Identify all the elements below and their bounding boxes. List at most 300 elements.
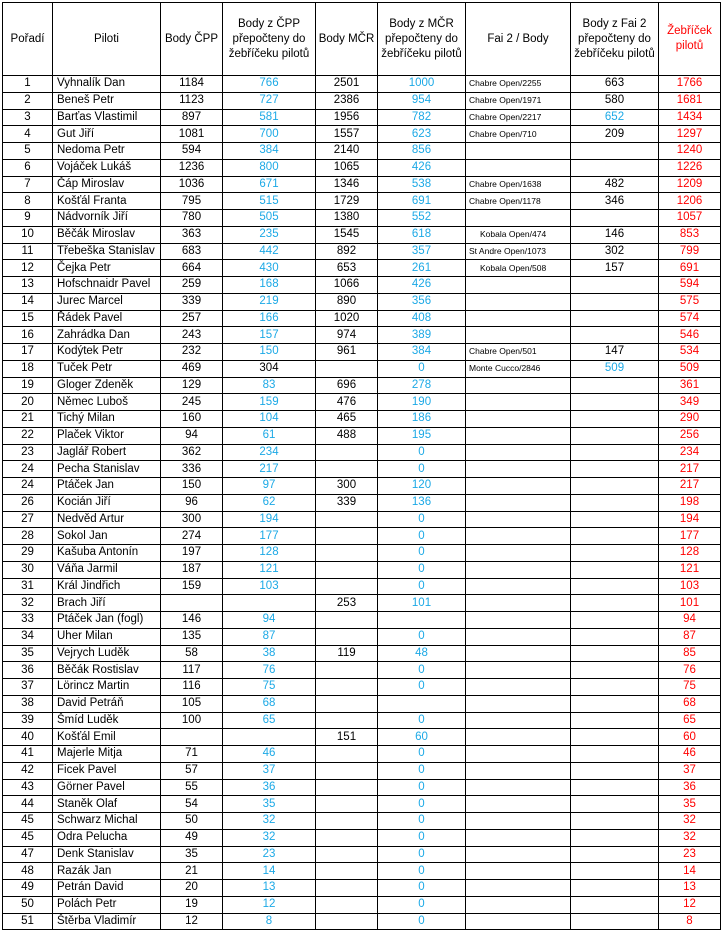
fai2-cell — [466, 679, 571, 696]
table-row — [3, 729, 721, 746]
zebricek-cell: 14 — [659, 863, 721, 880]
table-row — [3, 561, 721, 578]
pilot-name-cell: Razák Jan — [53, 863, 161, 880]
rank-cell: 28 — [3, 528, 53, 545]
body-cpp-cell: 362 — [161, 444, 223, 461]
fai2-cell — [466, 411, 571, 428]
fai2-cell — [466, 293, 571, 310]
body-cpp-cell: 187 — [161, 561, 223, 578]
body-z-fai2-cell — [571, 394, 659, 411]
table-row — [3, 846, 721, 863]
fai2-cell — [466, 377, 571, 394]
body-mcr-cell — [316, 746, 378, 763]
fai2-cell: Chabre Open/2217 — [466, 109, 571, 126]
body-z-cpp-cell: 38 — [223, 645, 316, 662]
body-z-cpp-cell: 505 — [223, 210, 316, 227]
body-z-fai2-cell — [571, 561, 659, 578]
fai2-cell — [466, 662, 571, 679]
body-mcr-cell — [316, 628, 378, 645]
table-row — [3, 293, 721, 310]
fai2-cell — [466, 444, 571, 461]
body-z-fai2-cell — [571, 277, 659, 294]
body-mcr-cell: 696 — [316, 377, 378, 394]
body-mcr-cell: 2386 — [316, 92, 378, 109]
body-cpp-cell: 274 — [161, 528, 223, 545]
body-z-fai2-cell — [571, 863, 659, 880]
body-z-mcr-cell: 623 — [378, 126, 466, 143]
pilot-name-cell: Görner Pavel — [53, 779, 161, 796]
fai2-cell — [466, 511, 571, 528]
body-z-mcr-cell: 186 — [378, 411, 466, 428]
table-row — [3, 595, 721, 612]
rank-cell: 47 — [3, 846, 53, 863]
pilot-name-cell: Váňa Jarmil — [53, 561, 161, 578]
body-z-fai2-cell — [571, 712, 659, 729]
body-z-fai2-cell: 652 — [571, 109, 659, 126]
body-mcr-cell: 890 — [316, 293, 378, 310]
body-cpp-cell — [161, 595, 223, 612]
zebricek-cell: 75 — [659, 679, 721, 696]
body-mcr-cell — [316, 813, 378, 830]
rank-cell: 23 — [3, 444, 53, 461]
zebricek-cell: 575 — [659, 293, 721, 310]
body-mcr-cell: 974 — [316, 327, 378, 344]
rank-cell: 48 — [3, 863, 53, 880]
body-z-cpp-cell: 103 — [223, 578, 316, 595]
body-z-fai2-cell — [571, 545, 659, 562]
table-row — [3, 327, 721, 344]
rank-cell: 16 — [3, 327, 53, 344]
body-z-cpp-cell: 68 — [223, 695, 316, 712]
body-z-mcr-cell: 0 — [378, 360, 466, 377]
body-z-fai2-cell — [571, 293, 659, 310]
body-z-cpp-cell: 35 — [223, 796, 316, 813]
body-cpp-cell: 336 — [161, 461, 223, 478]
rank-cell: 45 — [3, 829, 53, 846]
pilot-name-cell: Beneš Petr — [53, 92, 161, 109]
body-z-mcr-cell: 120 — [378, 478, 466, 495]
rank-cell: 40 — [3, 729, 53, 746]
fai2-cell: Monte Cucco/2846 — [466, 360, 571, 377]
body-mcr-cell — [316, 762, 378, 779]
body-z-cpp-cell: 194 — [223, 511, 316, 528]
body-z-fai2-cell — [571, 779, 659, 796]
table-row — [3, 193, 721, 210]
body-z-cpp-cell: 442 — [223, 243, 316, 260]
rank-cell: 38 — [3, 695, 53, 712]
body-z-cpp-cell: 46 — [223, 746, 316, 763]
body-mcr-cell — [316, 612, 378, 629]
rank-cell: 1 — [3, 76, 53, 93]
zebricek-cell: 1434 — [659, 109, 721, 126]
fai2-cell — [466, 578, 571, 595]
fai2-cell — [466, 528, 571, 545]
pilot-name-cell: Denk Stanislav — [53, 846, 161, 863]
pilot-name-cell: Řádek Pavel — [53, 310, 161, 327]
rank-cell: 11 — [3, 243, 53, 260]
zebricek-cell: 1240 — [659, 143, 721, 160]
body-z-mcr-cell: 0 — [378, 896, 466, 913]
body-z-cpp-cell: 177 — [223, 528, 316, 545]
body-z-fai2-cell — [571, 511, 659, 528]
zebricek-cell: 76 — [659, 662, 721, 679]
body-mcr-cell — [316, 779, 378, 796]
pilot-name-cell: Hofschnaidr Pavel — [53, 277, 161, 294]
zebricek-cell: 290 — [659, 411, 721, 428]
body-z-mcr-cell: 101 — [378, 595, 466, 612]
body-cpp-cell: 795 — [161, 193, 223, 210]
table-row — [3, 243, 721, 260]
rank-cell: 6 — [3, 159, 53, 176]
table-row — [3, 143, 721, 160]
body-z-cpp-cell: 121 — [223, 561, 316, 578]
pilot-name-cell: Šmíd Luděk — [53, 712, 161, 729]
pilot-name-cell: Ptáček Jan (fogl) — [53, 612, 161, 629]
zebricek-cell: 234 — [659, 444, 721, 461]
zebricek-cell: 574 — [659, 310, 721, 327]
fai2-cell — [466, 779, 571, 796]
body-z-fai2-cell — [571, 528, 659, 545]
body-z-mcr-cell: 0 — [378, 545, 466, 562]
fai2-cell — [466, 478, 571, 495]
body-z-cpp-cell: 159 — [223, 394, 316, 411]
rank-cell: 13 — [3, 277, 53, 294]
rank-cell: 41 — [3, 746, 53, 763]
zebricek-cell: 256 — [659, 427, 721, 444]
fai2-cell — [466, 327, 571, 344]
body-cpp-cell: 339 — [161, 293, 223, 310]
zebricek-cell: 46 — [659, 746, 721, 763]
zebricek-cell: 799 — [659, 243, 721, 260]
header-poradi: Pořadí — [3, 3, 53, 76]
body-cpp-cell: 245 — [161, 394, 223, 411]
ranking-table — [2, 2, 721, 930]
body-z-mcr-cell: 261 — [378, 260, 466, 277]
pilot-name-cell: Plaček Viktor — [53, 427, 161, 444]
fai2-cell: Kobala Open/474 — [466, 226, 571, 243]
body-z-mcr-cell: 0 — [378, 863, 466, 880]
body-z-mcr-cell: 356 — [378, 293, 466, 310]
pilot-name-cell: Petrán David — [53, 880, 161, 897]
body-z-fai2-cell — [571, 645, 659, 662]
body-z-fai2-cell: 663 — [571, 76, 659, 93]
pilot-name-cell: Lörincz Martin — [53, 679, 161, 696]
body-cpp-cell: 780 — [161, 210, 223, 227]
body-z-cpp-cell: 234 — [223, 444, 316, 461]
pilot-name-cell: Brach Jiří — [53, 595, 161, 612]
body-z-cpp-cell: 32 — [223, 813, 316, 830]
body-z-cpp-cell: 65 — [223, 712, 316, 729]
body-z-cpp-cell: 13 — [223, 880, 316, 897]
body-z-fai2-cell: 157 — [571, 260, 659, 277]
fai2-cell — [466, 628, 571, 645]
rank-cell: 10 — [3, 226, 53, 243]
body-cpp-cell: 197 — [161, 545, 223, 562]
fai2-cell — [466, 645, 571, 662]
table-row — [3, 260, 721, 277]
body-z-fai2-cell: 346 — [571, 193, 659, 210]
zebricek-cell: 68 — [659, 695, 721, 712]
pilot-name-cell: Čejka Petr — [53, 260, 161, 277]
body-z-fai2-cell — [571, 310, 659, 327]
body-z-fai2-cell: 209 — [571, 126, 659, 143]
body-z-cpp-cell: 14 — [223, 863, 316, 880]
body-z-cpp-cell: 23 — [223, 846, 316, 863]
body-z-mcr-cell: 691 — [378, 193, 466, 210]
zebricek-cell: 36 — [659, 779, 721, 796]
body-z-mcr-cell: 0 — [378, 528, 466, 545]
rank-cell: 12 — [3, 260, 53, 277]
body-z-cpp-cell: 168 — [223, 277, 316, 294]
pilot-name-cell: Třebeška Stanislav — [53, 243, 161, 260]
body-mcr-cell: 1065 — [316, 159, 378, 176]
body-z-fai2-cell — [571, 729, 659, 746]
fai2-cell — [466, 896, 571, 913]
body-cpp-cell: 363 — [161, 226, 223, 243]
body-mcr-cell — [316, 662, 378, 679]
body-z-fai2-cell — [571, 444, 659, 461]
zebricek-cell: 349 — [659, 394, 721, 411]
zebricek-cell: 23 — [659, 846, 721, 863]
body-mcr-cell: 653 — [316, 260, 378, 277]
body-cpp-cell — [161, 729, 223, 746]
body-z-cpp-cell: 766 — [223, 76, 316, 93]
pilot-name-cell: Odra Pelucha — [53, 829, 161, 846]
body-z-mcr-cell: 0 — [378, 578, 466, 595]
fai2-cell — [466, 712, 571, 729]
body-mcr-cell — [316, 561, 378, 578]
body-z-mcr-cell: 0 — [378, 913, 466, 930]
body-z-cpp-cell: 36 — [223, 779, 316, 796]
zebricek-cell: 32 — [659, 829, 721, 846]
body-mcr-cell: 1729 — [316, 193, 378, 210]
header-piloti: Piloti — [53, 3, 161, 76]
zebricek-cell: 8 — [659, 913, 721, 930]
rank-cell: 43 — [3, 779, 53, 796]
body-mcr-cell: 1956 — [316, 109, 378, 126]
fai2-cell — [466, 210, 571, 227]
pilot-name-cell: Vejrych Luděk — [53, 645, 161, 662]
rank-cell: 27 — [3, 511, 53, 528]
body-z-cpp-cell: 128 — [223, 545, 316, 562]
fai2-cell: Chabre Open/1638 — [466, 176, 571, 193]
body-z-mcr-cell: 384 — [378, 344, 466, 361]
pilot-name-cell: Tuček Petr — [53, 360, 161, 377]
body-z-mcr-cell: 0 — [378, 779, 466, 796]
body-cpp-cell: 594 — [161, 143, 223, 160]
body-z-fai2-cell: 147 — [571, 344, 659, 361]
table-row — [3, 109, 721, 126]
pilot-name-cell: Jaglář Robert — [53, 444, 161, 461]
body-mcr-cell: 2501 — [316, 76, 378, 93]
body-mcr-cell: 476 — [316, 394, 378, 411]
zebricek-cell: 194 — [659, 511, 721, 528]
body-cpp-cell: 12 — [161, 913, 223, 930]
body-z-fai2-cell — [571, 143, 659, 160]
body-z-fai2-cell: 509 — [571, 360, 659, 377]
header-body-cpp: Body ČPP — [161, 3, 223, 76]
body-z-fai2-cell — [571, 880, 659, 897]
zebricek-cell: 691 — [659, 260, 721, 277]
body-mcr-cell — [316, 796, 378, 813]
table-row — [3, 628, 721, 645]
body-z-mcr-cell: 0 — [378, 829, 466, 846]
fai2-cell — [466, 863, 571, 880]
body-mcr-cell — [316, 913, 378, 930]
body-z-mcr-cell: 0 — [378, 444, 466, 461]
body-z-fai2-cell — [571, 578, 659, 595]
fai2-cell — [466, 846, 571, 863]
pilot-name-cell: Kocián Jiří — [53, 494, 161, 511]
body-z-cpp-cell: 83 — [223, 377, 316, 394]
body-z-cpp-cell: 166 — [223, 310, 316, 327]
pilot-name-cell: Ficek Pavel — [53, 762, 161, 779]
body-mcr-cell — [316, 360, 378, 377]
body-mcr-cell: 300 — [316, 478, 378, 495]
body-z-mcr-cell: 538 — [378, 176, 466, 193]
body-z-cpp-cell: 97 — [223, 478, 316, 495]
zebricek-cell: 1209 — [659, 176, 721, 193]
body-cpp-cell: 1081 — [161, 126, 223, 143]
body-z-mcr-cell: 0 — [378, 511, 466, 528]
body-z-mcr-cell: 782 — [378, 109, 466, 126]
body-mcr-cell — [316, 461, 378, 478]
zebricek-cell: 1766 — [659, 76, 721, 93]
fai2-cell: St Andre Open/1073 — [466, 243, 571, 260]
body-cpp-cell: 96 — [161, 494, 223, 511]
pilot-name-cell: Běčák Miroslav — [53, 226, 161, 243]
body-cpp-cell: 50 — [161, 813, 223, 830]
pilot-name-cell: Staněk Olaf — [53, 796, 161, 813]
body-cpp-cell: 71 — [161, 746, 223, 763]
fai2-cell: Kobala Open/508 — [466, 260, 571, 277]
body-z-cpp-cell: 430 — [223, 260, 316, 277]
body-cpp-cell: 55 — [161, 779, 223, 796]
body-z-cpp-cell: 800 — [223, 159, 316, 176]
body-cpp-cell: 146 — [161, 612, 223, 629]
table-row — [3, 863, 721, 880]
fai2-cell — [466, 394, 571, 411]
body-cpp-cell: 19 — [161, 896, 223, 913]
pilot-name-cell: Tichý Milan — [53, 411, 161, 428]
zebricek-cell: 87 — [659, 628, 721, 645]
body-cpp-cell: 35 — [161, 846, 223, 863]
rank-cell: 4 — [3, 126, 53, 143]
pilot-name-cell: Ptáček Jan — [53, 478, 161, 495]
body-mcr-cell — [316, 695, 378, 712]
fai2-cell: Chabre Open/2255 — [466, 76, 571, 93]
zebricek-cell: 534 — [659, 344, 721, 361]
zebricek-cell: 37 — [659, 762, 721, 779]
body-z-mcr-cell: 1000 — [378, 76, 466, 93]
header-fai2: Fai 2 / Body — [466, 3, 571, 76]
body-mcr-cell: 465 — [316, 411, 378, 428]
pilot-name-cell: Kašuba Antonín — [53, 545, 161, 562]
body-cpp-cell: 1036 — [161, 176, 223, 193]
body-cpp-cell: 49 — [161, 829, 223, 846]
body-z-mcr-cell: 389 — [378, 327, 466, 344]
rank-cell: 33 — [3, 612, 53, 629]
body-z-mcr-cell: 426 — [378, 277, 466, 294]
table-row — [3, 896, 721, 913]
zebricek-cell: 853 — [659, 226, 721, 243]
fai2-cell — [466, 762, 571, 779]
zebricek-cell: 121 — [659, 561, 721, 578]
body-cpp-cell: 897 — [161, 109, 223, 126]
body-z-fai2-cell — [571, 762, 659, 779]
pilot-name-cell: Barťas Vlastimil — [53, 109, 161, 126]
body-cpp-cell: 58 — [161, 645, 223, 662]
table-row — [3, 494, 721, 511]
body-z-cpp-cell: 32 — [223, 829, 316, 846]
table-row — [3, 511, 721, 528]
rank-cell: 26 — [3, 494, 53, 511]
rank-cell: 21 — [3, 411, 53, 428]
rank-cell: 35 — [3, 645, 53, 662]
rank-cell: 29 — [3, 545, 53, 562]
body-z-fai2-cell: 146 — [571, 226, 659, 243]
rank-cell: 51 — [3, 913, 53, 930]
body-z-cpp-cell: 157 — [223, 327, 316, 344]
body-z-cpp-cell: 8 — [223, 913, 316, 930]
body-mcr-cell — [316, 829, 378, 846]
zebricek-cell: 1206 — [659, 193, 721, 210]
body-cpp-cell: 683 — [161, 243, 223, 260]
zebricek-cell: 85 — [659, 645, 721, 662]
pilot-name-cell: Uher Milan — [53, 628, 161, 645]
table-row — [3, 695, 721, 712]
rank-cell: 36 — [3, 662, 53, 679]
table-row — [3, 411, 721, 428]
body-mcr-cell — [316, 578, 378, 595]
body-z-fai2-cell — [571, 896, 659, 913]
rank-cell: 24 — [3, 461, 53, 478]
fai2-cell — [466, 427, 571, 444]
body-z-fai2-cell — [571, 159, 659, 176]
zebricek-cell: 1057 — [659, 210, 721, 227]
fai2-cell — [466, 461, 571, 478]
table-row — [3, 159, 721, 176]
table-row — [3, 645, 721, 662]
rank-cell: 32 — [3, 595, 53, 612]
header-zebricek: Žebříček pilotů — [659, 3, 721, 76]
body-z-fai2-cell — [571, 695, 659, 712]
rank-cell: 14 — [3, 293, 53, 310]
rank-cell: 37 — [3, 679, 53, 696]
body-mcr-cell: 2140 — [316, 143, 378, 160]
header-body-mcr: Body MČR — [316, 3, 378, 76]
body-z-cpp-cell: 515 — [223, 193, 316, 210]
body-cpp-cell: 1184 — [161, 76, 223, 93]
body-z-mcr-cell: 856 — [378, 143, 466, 160]
body-z-fai2-cell — [571, 846, 659, 863]
body-mcr-cell — [316, 896, 378, 913]
rank-cell: 34 — [3, 628, 53, 645]
body-z-mcr-cell: 278 — [378, 377, 466, 394]
body-cpp-cell: 1236 — [161, 159, 223, 176]
zebricek-cell: 361 — [659, 377, 721, 394]
zebricek-cell: 1681 — [659, 92, 721, 109]
body-z-fai2-cell: 482 — [571, 176, 659, 193]
rank-cell: 42 — [3, 762, 53, 779]
pilot-name-cell: Gut Jiří — [53, 126, 161, 143]
fai2-cell — [466, 310, 571, 327]
body-z-fai2-cell — [571, 813, 659, 830]
body-z-mcr-cell — [378, 612, 466, 629]
rank-cell: 39 — [3, 712, 53, 729]
body-z-mcr-cell: 0 — [378, 628, 466, 645]
fai2-cell — [466, 561, 571, 578]
